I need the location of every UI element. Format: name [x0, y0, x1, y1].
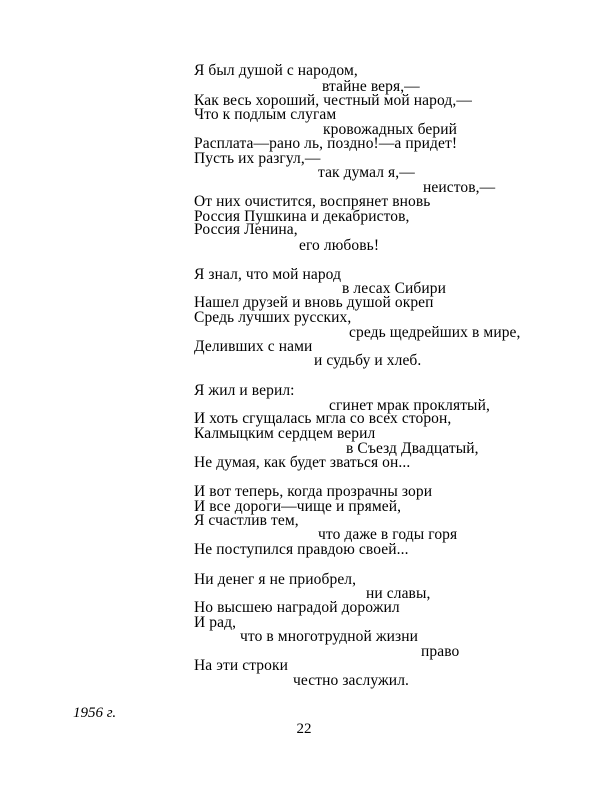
poem-line: право	[421, 642, 460, 660]
poem-line: Расплата—рано ль, поздно!—а придет!	[194, 134, 458, 152]
poem-line: Ни денег я не приобрел,	[194, 570, 357, 588]
poem-line: втайне веря,—	[322, 77, 420, 95]
poem-line: Деливших с нами	[194, 337, 313, 355]
poem-line: его любовь!	[299, 237, 380, 254]
page-number: 22	[296, 721, 312, 737]
poem-line: Калмыцким сердцем верил	[194, 425, 376, 443]
poem-line: Но высшею наградой дорожил	[194, 599, 400, 617]
poem-line: кровожадных берий	[323, 120, 458, 138]
poem-line: Не поступился правдою своей...	[194, 541, 409, 559]
poem-line: так думал я,—	[318, 164, 415, 182]
poem-line: в Съезд Двадцатый,	[346, 439, 479, 457]
poem-line: Средь лучших русских,	[194, 308, 352, 326]
poem-line: Пусть их разгул,—	[194, 149, 321, 167]
poem-line: На эти строки	[194, 657, 289, 675]
poem-line: И хоть сгущалась мгла со всех сторон,	[194, 410, 452, 428]
poem-line: в лесах Сибири	[342, 280, 447, 298]
poem-line: Я жил и верил:	[194, 381, 295, 399]
poem-line: Что к подлым слугам	[194, 106, 337, 124]
poem-line: Я знал, что мой народ	[194, 265, 342, 283]
poem-line: И все дороги—чище и прямей,	[194, 497, 402, 515]
poem-line: что даже в годы горя	[318, 526, 458, 544]
poem-line: что в многотрудной жизни	[240, 627, 419, 645]
poem-date: 1956 г.	[73, 705, 117, 721]
poem-line: неистов,—	[423, 179, 496, 196]
poem-line: честно заслужил.	[293, 672, 410, 689]
poem-line: От них очистится, воспрянет вновь	[194, 192, 431, 210]
poem-line: Россия Ленина,	[194, 221, 298, 239]
poem-line: Я был душой с народом,	[194, 62, 358, 79]
poem-line: ни славы,	[366, 584, 431, 602]
poem-line: И рад,	[194, 613, 237, 631]
poem-line: Я счастлив тем,	[194, 511, 299, 529]
poem-line: сгинет мрак проклятый,	[329, 396, 490, 414]
poem-line: и судьбу и хлеб.	[314, 352, 422, 370]
poem-line: И вот теперь, когда прозрачны зори	[194, 483, 433, 501]
poem-line: Как весь хороший, честный мой народ,—	[194, 92, 472, 110]
poem-line: Не думая, как будет зваться он...	[194, 453, 411, 471]
poem-line: средь щедрейших в мире,	[349, 323, 521, 341]
poem-line: Россия Пушкина и декабристов,	[194, 207, 410, 225]
poem-line: Нашел друзей и вновь душой окреп	[194, 294, 434, 312]
